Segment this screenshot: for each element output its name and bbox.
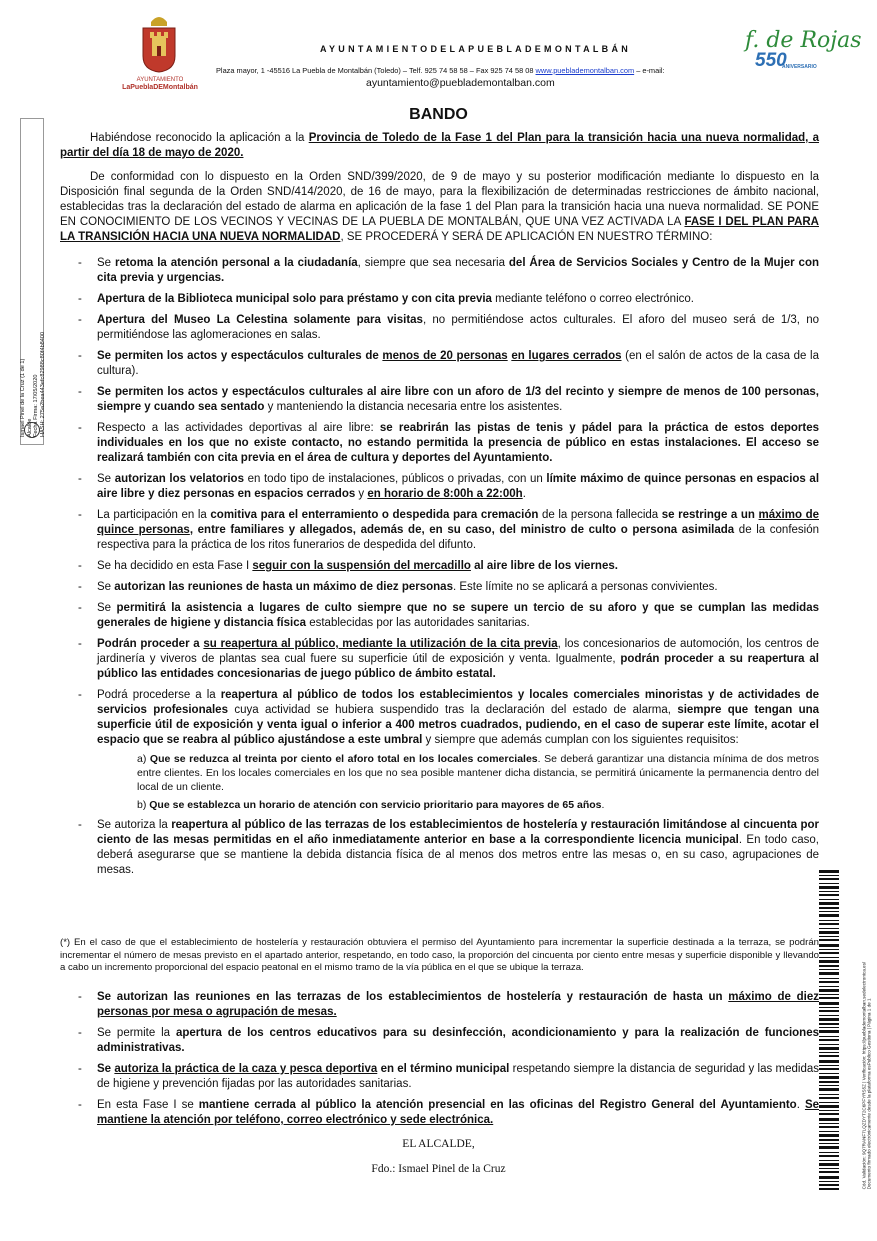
- town-crest-logo: [137, 12, 181, 74]
- item-text: apertura de los centros educativos para su desinfección, acondicionamiento y para la realización de funciones administrativas.: [97, 1027, 820, 1054]
- item-text: .: [601, 799, 605, 811]
- list-item: [60, 1062, 819, 1092]
- list-item: [60, 818, 819, 878]
- item-text: Que se establezca un horario de atención con servicio prioritario para mayores de 65 años: [149, 799, 602, 811]
- verification-code: Cód. Validación: 9Q7RANF7LQZDYT2C6PFYRS5Z | Verificación: https://pueblademontalban.sedelectronica.es/: [861, 961, 867, 1190]
- town-name-line1: AYUNTAMIENTO: [136, 77, 184, 83]
- intro-p2-bold: FASE I DEL PLAN PARA LA TRANSICIÓN HACIA UNA NUEVA NORMALIDAD: [60, 216, 819, 243]
- signature-name: Fdo.: Ismael Pinel de la Cruz: [371, 1163, 506, 1175]
- item-text: En esta Fase I se: [97, 1099, 199, 1111]
- verification-platform: Documento firmado electrónicamente desde la plataforma esPublico Gestiona | Página 1 de 1: [867, 998, 872, 1190]
- stamp-role: Alcalde: [26, 418, 33, 437]
- item-text: establecidas por las autoridades sanitarias.: [306, 617, 530, 629]
- list-item: [60, 990, 819, 1020]
- organization-name: AYUNTAMIENTODELAPUEBLADEMONTALBÁN: [320, 44, 632, 54]
- intro-p1-text: Habiéndose reconocido la aplicación a la: [90, 132, 309, 144]
- item-text: máximo de quince personas: [97, 509, 819, 536]
- item-text: Se: [97, 581, 115, 593]
- website-link[interactable]: www.pueblademontalban.com: [535, 66, 635, 75]
- anniversary-logo-script: f. de Rojas: [745, 28, 862, 53]
- item-text: Podrán proceder a: [97, 638, 204, 650]
- item-text: y: [355, 488, 368, 500]
- item-text: en el término municipal: [377, 1063, 510, 1075]
- anniversary-logo-number: 550: [755, 50, 787, 71]
- item-text: .: [522, 488, 526, 500]
- item-text: , los concesionarios de automoción, los centros de jardinería y viveros de plantas sea cual fuere su superficie útil de exposición y venta. Igualmente,: [97, 638, 819, 665]
- item-text: Respecto a las actividades deportivas al aire libre:: [97, 422, 380, 434]
- list-item: [60, 580, 819, 595]
- list-item: [60, 508, 819, 553]
- list-item: [60, 1026, 819, 1056]
- item-text: mantiene cerrada al público la atención presencial en las oficinas del Registro General del Ayuntamiento: [198, 1099, 797, 1111]
- item-text: Se: [97, 473, 115, 485]
- item-text: , siempre que sea necesaria: [357, 257, 509, 269]
- item-text: permitirá la asistencia a lugares de culto siempre que no se supere un tercio de su aforo y que se cumplan las medidas generales de higiene y distancia física: [97, 602, 819, 629]
- item-text: b): [137, 799, 150, 811]
- town-name-line2: LaPueblaDEMontalbán: [122, 84, 198, 91]
- intro-p2-text: De conformidad con lo dispuesto en la Orden SND/399/2020, de 9 de mayo y su posterior modificación mediante lo dispuesto en la Disposición final segunda de la Orden SND/414/2020, de 16 de mayo, para la flexibilización de determinadas restricciones de ámbito nacional, establecidas tras la declaración del estado de alarma en aplicación de la fase 1 del Plan para la transición hacia una nueva normalidad. SE PONE EN CONOCIMIENTO DE LOS VECINOS Y VECINAS DE LA PUEBLA DE MONTALBÁN, QUE UNA VEZ ACTIVADA LA: [60, 171, 819, 228]
- item-text: Se: [97, 602, 117, 614]
- item-text: . Se deberá garantizar una distancia mínima de dos metros entre clientes. En los locales comerciales en los que no sea posible mantener dicha distancia, se permitirá únicamente la permanencia dentro del local de un cliente.: [137, 753, 819, 793]
- measures-list-2: [60, 990, 819, 1134]
- signature-title: EL ALCALDE,: [402, 1138, 475, 1150]
- item-text: del Área de Servicios Sociales y Centro de la Mujer con cita previa y urgencias.: [97, 257, 819, 284]
- item-text: (en el salón de actos de la casa de la cultura).: [97, 350, 819, 377]
- item-text: retoma la atención personal a la ciudadanía: [114, 257, 358, 269]
- item-text: autoriza la práctica de la caza y pesca deportiva: [114, 1063, 378, 1075]
- item-text: respetando siempre la distancia de seguridad y las medidas de higiene y prevención fijadas por las autoridades sanitarias.: [97, 1063, 820, 1090]
- item-text: en todo tipo de instalaciones, públicos o privadas, con un: [243, 473, 547, 485]
- item-text: límite máximo de quince personas en espacios al aire libre y diez personas en espacios cerrados: [97, 473, 820, 500]
- email-address: ayuntamiento@pueblademontalban.com: [366, 77, 555, 89]
- list-item: [60, 559, 819, 574]
- email-label: – e-mail:: [634, 66, 665, 75]
- item-text: de la confesión respectiva para la práctica de los ritos funerarios de despedida del difunto.: [97, 524, 820, 551]
- list-item: [60, 421, 819, 466]
- item-text: podrán proceder a su reapertura al público las entidades concesionarias de juego público de ámbito estatal.: [97, 653, 819, 680]
- item-text: se reabrirán las pistas de tenis y pádel para la práctica de estos deportes individuales en los que no existe contacto, no estando permitida la presencia de público en estas instalaciones. El acceso se realizará también con cita previa en el área de cultura y deportes del Ayuntamiento.: [97, 422, 820, 464]
- verification-strip: [822, 864, 872, 1190]
- item-text: al aire libre de los viernes.: [470, 560, 618, 572]
- item-text: y siempre que además cumplan con los siguientes requisitos:: [422, 734, 739, 746]
- list-item: [60, 292, 819, 307]
- stamp-date: Fecha Firma: 17/05/2020: [33, 374, 39, 437]
- item-text: Podrá procederse a la: [97, 689, 221, 701]
- item-text: en horario de 8:00h a 22:00h: [367, 488, 523, 500]
- item-text: Se permiten los actos y espectáculos culturales de: [97, 350, 383, 362]
- item-text: autorizan las reuniones de hasta un máximo de diez personas: [114, 581, 453, 593]
- list-item: [60, 349, 819, 379]
- item-text: y manteniendo la distancia necesaria entre los asistentes.: [264, 401, 563, 413]
- item-text: cuya actividad se hubiera suspendido tras la declaración del estado de alarma,: [227, 704, 678, 716]
- list-item: [60, 688, 819, 812]
- intro-p2-end: , SE PROCEDERÁ Y SERÁ DE APLICACIÓN EN NUESTRO TÉRMINO:: [340, 231, 713, 243]
- town-name-logo-text: [110, 76, 210, 92]
- item-text: , entre familiares y allegados, además de, en su caso, del ministro de culto o persona asimilada: [189, 524, 735, 536]
- item-text: Se permite la: [97, 1027, 176, 1039]
- item-text: La participación en la: [97, 509, 211, 521]
- item-text: Se: [97, 1063, 115, 1075]
- item-text: a): [137, 753, 150, 765]
- list-item: [60, 472, 819, 502]
- list-item: [60, 1098, 819, 1128]
- anniversary-logo-sub: ANIVERSARIO: [782, 64, 817, 70]
- item-text: máximo de diez personas por mesa o agrupación de mesas.: [97, 991, 819, 1018]
- item-text: su reapertura al público, mediante la utilización de la cita previa: [203, 638, 558, 650]
- intro-paragraph-1: [60, 131, 819, 161]
- item-text: reapertura al público de todos los establecimientos y locales comerciales minoristas y de actividades de servicios profesionales: [97, 689, 819, 716]
- address-text: Plaza mayor, 1 -45516 La Puebla de Montalbán (Toledo) – Telf. 925 74 58 58 – Fax 925 74 58 08: [216, 66, 536, 75]
- intro-p1-bold: Provincia de Toledo de la Fase 1 del Plan para la transición hacia una nueva normalidad, a partir del día 18 de mayo de 2020.: [60, 132, 819, 159]
- item-text: Que se reduzca al treinta por ciento el aforo total en los locales comerciales: [149, 753, 538, 765]
- item-text: Se mantiene la atención por teléfono, correo electrónico y sede electrónica.: [97, 1099, 820, 1126]
- item-text: , no permitiéndose actos culturales. El aforo del museo será de 1/3, no permitiéndose las aglomeraciones en salas.: [97, 314, 819, 341]
- item-text: autorizan los velatorios: [114, 473, 244, 485]
- list-item: [60, 313, 819, 343]
- item-text: comitiva para el enterramiento o despedida para cremación: [210, 509, 539, 521]
- item-text: Apertura del Museo La Celestina solamente para visitas: [97, 314, 423, 326]
- item-text: Se autorizan las reuniones en las terrazas de los establecimientos de hostelería y restauración de hasta un: [97, 991, 729, 1003]
- list-item: [60, 601, 819, 631]
- list-item: [60, 637, 819, 682]
- item-text: Se permiten los actos y espectáculos culturales al aire libre con un aforo de 1/3 del recinto y siempre de menos de 100 personas, siempre y cuando sea sentado: [97, 386, 819, 413]
- requirement-b: [97, 798, 819, 812]
- document-title: BANDO: [409, 106, 468, 123]
- item-text: Se: [97, 257, 115, 269]
- item-text: se restringe a un: [661, 509, 759, 521]
- item-text: Apertura de la Biblioteca municipal solo para préstamo y con cita previa: [97, 293, 492, 305]
- signature-stamp: [20, 118, 44, 445]
- measures-list: [60, 256, 819, 884]
- item-text: de la persona fallecida: [538, 509, 662, 521]
- item-text: en lugares cerrados: [511, 350, 622, 362]
- stamp-signer: Ismael Pinel de la Cruz (1 de 1): [20, 358, 26, 437]
- intro-paragraph-2: [60, 170, 819, 245]
- item-text: .: [796, 1099, 805, 1111]
- list-item: [60, 385, 819, 415]
- stamp-hash: HASH: 275a2bea443efc82988c80f4b8400: [39, 331, 46, 437]
- list-item: [60, 256, 819, 286]
- item-text: menos de 20 personas: [382, 350, 508, 362]
- item-text: Se autoriza la: [97, 819, 172, 831]
- address-line: [216, 66, 665, 75]
- item-text: Se ha decidido en esta Fase I: [97, 560, 253, 572]
- seal-icon: [24, 422, 40, 438]
- item-text: mediante teléfono o correo electrónico.: [491, 293, 694, 305]
- item-text: reapertura al público de las terrazas de los establecimientos de hostelería y restauración limitándose al cincuenta por ciento de las mesas permitidas en el año inmediatamente anterior en base a la correspondiente licencia municipal: [97, 819, 819, 846]
- item-text: . Este límite no se aplicará a personas convivientes.: [452, 581, 718, 593]
- terrace-note: (*) En el caso de que el establecimiento de hostelería y restauración obtuviera el permiso del Ayuntamiento para incrementar la superficie destinada a la terraza, se podrán incrementar el número de mesas previsto en el apartado anterior, respetando, en todo caso, la proporción del cincuenta por ciento entre mesas y superficie disponible y llevando a cabo un incremento proporcional del espacio peatonal en el mismo tramo de la vía pública en el que se ubique la terraza.: [60, 937, 819, 973]
- requirement-a: [97, 752, 819, 794]
- item-text: siempre que tengan una superficie útil de exposición y venta igual o inferior a 400 metros cuadrados, pudiendo, en el caso de superar este límite, acotar el espacio que se reabra al público ajustándose a este umbral: [97, 704, 820, 746]
- item-text: . En todo caso, deberá asegurarse que se mantiene la debida distancia física de al menos dos metros entre las mesas o, en su caso, agrupaciones de mesas.: [97, 834, 820, 876]
- item-text: seguir con la suspensión del mercadillo: [252, 560, 471, 572]
